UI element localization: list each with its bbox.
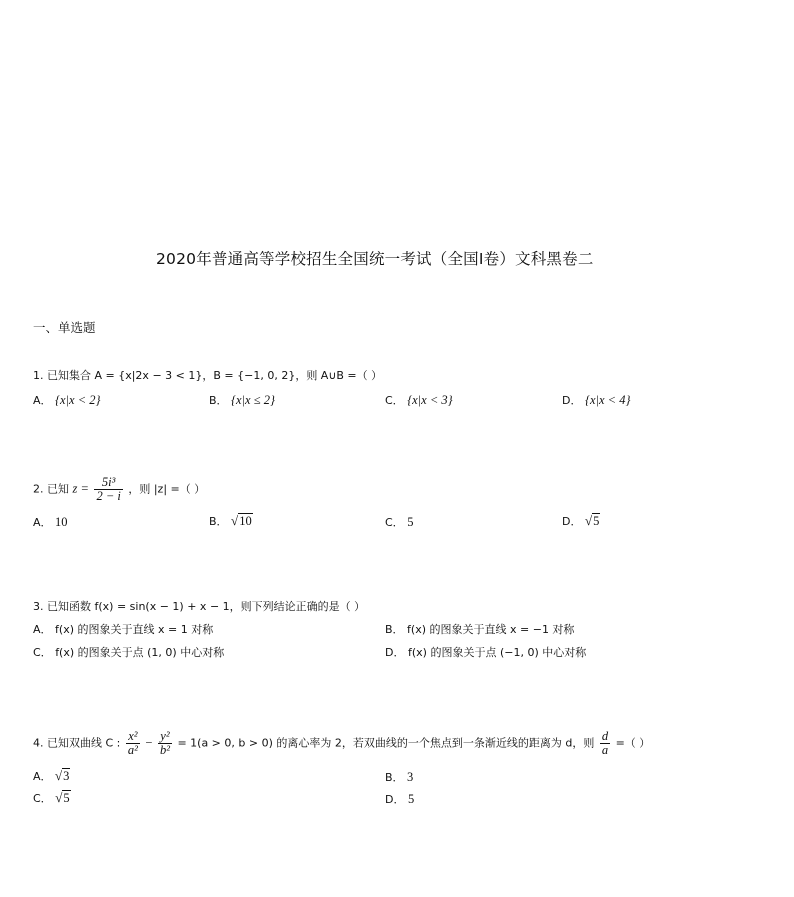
- option-label: B．: [209, 515, 228, 528]
- variable-z: z =: [72, 481, 89, 496]
- stem-text: ，则 |z| =（ ）: [128, 482, 206, 496]
- option-label: D．: [385, 793, 405, 806]
- option-label: C．: [33, 792, 52, 805]
- sqrt-expression: [55, 769, 70, 783]
- option-label: A．: [33, 516, 52, 529]
- option-expr: {x|x < 3}: [407, 393, 453, 407]
- option-label: D．: [562, 394, 582, 407]
- question-4-stem: [33, 730, 650, 757]
- option-label: D．: [562, 515, 582, 528]
- fraction-denominator: a: [601, 743, 609, 758]
- fraction-numerator: x²: [128, 729, 138, 743]
- radical-icon: √: [231, 513, 239, 528]
- question-3-option-d[interactable]: [385, 647, 586, 658]
- question-2-option-b[interactable]: [209, 514, 253, 528]
- fraction-numerator: 5i³: [101, 475, 116, 489]
- radical-icon: √: [55, 790, 63, 805]
- stem-text: =（ ）: [615, 736, 651, 750]
- question-2-option-c[interactable]: [385, 516, 413, 529]
- option-label: C．: [33, 646, 52, 659]
- fraction-d-over-a: [600, 730, 610, 757]
- option-expr: {x|x < 4}: [584, 393, 631, 407]
- stem-text: = 1(a > 0, b > 0) 的离心率为 2，若双曲线的一个焦点到一条渐近线的距离为 d，则: [177, 736, 595, 750]
- question-4-option-d[interactable]: [385, 793, 414, 806]
- question-1-option-d[interactable]: [562, 394, 630, 407]
- question-1-option-c[interactable]: [385, 394, 453, 407]
- option-expr: 5: [407, 515, 414, 529]
- option-expr: 3: [407, 770, 414, 784]
- question-1-stem: 1. 已知集合 A = {x|2x − 3 < 1}，B = {−1, 0, 2}，则 A∪B =（ ）: [33, 369, 383, 382]
- question-3-option-a[interactable]: [33, 624, 213, 635]
- question-2-stem: [33, 476, 205, 503]
- fraction-numerator: y²: [160, 729, 170, 743]
- option-expr: f(x) 的图象关于点 (−1, 0) 中心对称: [407, 646, 587, 659]
- question-3-option-c[interactable]: [33, 647, 224, 658]
- option-expr: 5: [63, 791, 70, 805]
- option-label: C．: [385, 394, 404, 407]
- fraction-denominator: b²: [159, 743, 170, 758]
- fraction: [94, 476, 122, 503]
- fraction-denominator: a²: [127, 743, 138, 758]
- sqrt-expression: [55, 791, 70, 805]
- option-expr: {x|x ≤ 2}: [231, 393, 275, 407]
- option-expr: f(x) 的图象关于直线 x = −1 对称: [407, 623, 575, 636]
- question-2-option-d[interactable]: [562, 514, 600, 528]
- option-label: B．: [385, 771, 404, 784]
- question-4-option-a[interactable]: [33, 769, 70, 783]
- option-label: B．: [209, 394, 228, 407]
- option-expr: f(x) 的图象关于直线 x = 1 对称: [55, 623, 214, 636]
- sqrt-expression: [585, 514, 600, 528]
- question-4-option-c[interactable]: [33, 791, 71, 805]
- option-label: C．: [385, 516, 404, 529]
- option-label: B．: [385, 623, 404, 636]
- fraction-y: [158, 730, 172, 757]
- option-expr: 10: [239, 514, 252, 528]
- option-expr: 5: [407, 792, 415, 806]
- radical-icon: √: [584, 513, 593, 528]
- stem-text: 4. 已知双曲线 C :: [33, 736, 121, 750]
- option-label: A．: [33, 394, 52, 407]
- section-heading: 一、单选题: [33, 320, 96, 335]
- option-expr: f(x) 的图象关于点 (1, 0) 中心对称: [55, 646, 225, 659]
- option-label: A．: [33, 770, 52, 783]
- option-expr: 5: [593, 514, 600, 528]
- question-4-option-b[interactable]: [385, 771, 413, 784]
- option-expr: 10: [55, 515, 68, 529]
- fraction-numerator: d: [601, 729, 609, 743]
- question-3-stem: 3. 已知函数 f(x) = sin(x − 1) + x − 1，则下列结论正确的是（ ）: [33, 600, 366, 613]
- question-1-option-b[interactable]: [209, 394, 275, 407]
- question-2-option-a[interactable]: [33, 516, 68, 529]
- option-label: A．: [33, 623, 52, 636]
- minus-sign: −: [145, 735, 153, 750]
- option-expr: 3: [63, 769, 70, 783]
- stem-text: 2. 已知: [33, 482, 69, 496]
- radical-icon: √: [55, 768, 63, 783]
- fraction-x: [126, 730, 140, 757]
- question-1-option-a[interactable]: [33, 394, 101, 407]
- sqrt-expression: [231, 514, 253, 528]
- page-title: 2020年普通高等学校招生全国统一考试（全国Ⅰ卷）文科黑卷二: [156, 250, 594, 268]
- option-label: D．: [385, 646, 405, 659]
- question-3-option-b[interactable]: [385, 624, 574, 635]
- fraction-denominator: 2 − i: [96, 489, 121, 504]
- option-expr: {x|x < 2}: [55, 393, 101, 407]
